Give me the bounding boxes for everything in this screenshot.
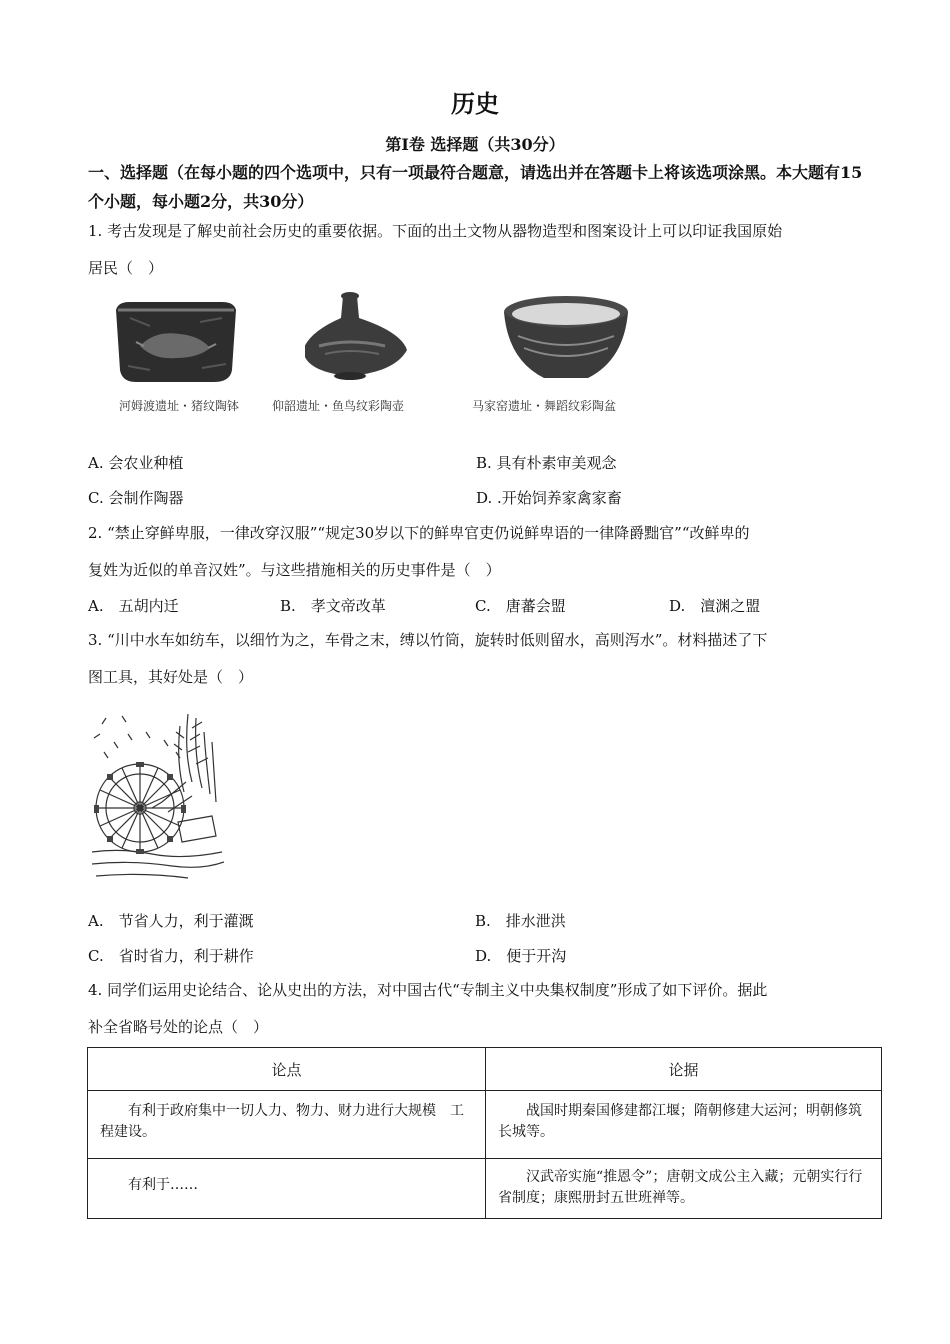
- table-row: [88, 1159, 882, 1219]
- q1-stem-line2: 居民（ ）: [88, 259, 164, 277]
- waterwheel-illustration: [92, 712, 224, 882]
- pottery-pot-fish-bird-image: [305, 288, 415, 386]
- argument-evidence-table: [87, 1047, 882, 1219]
- q1-option-d: D. .开始饲养家禽家畜: [476, 489, 622, 507]
- q1-stem-line1: 1. 考古发现是了解史前社会历史的重要依据。下面的出土文物从器物造型和图案设计上可以印证我国原始: [88, 222, 783, 240]
- table-cell: [88, 1091, 486, 1159]
- q3-option-b: B. 排水泄洪: [475, 912, 566, 930]
- q1-option-c: C. 会制作陶器: [88, 489, 184, 507]
- table-row: [88, 1091, 882, 1159]
- pottery-basin-dance-image: [500, 294, 635, 384]
- q1-caption-1: 河姆渡遗址・猪纹陶钵: [119, 399, 240, 413]
- q4-stem-line1: 4. 同学们运用史论结合、论从史出的方法，对中国古代“专制主义中央集权制度”形成了如下评价。据此: [88, 981, 768, 999]
- table-cell: [88, 1159, 486, 1219]
- section-instructions: 一、选择题（在每小题的四个选项中，只有一项最符合题意，请选出并在答题卡上将该选项涂黑。本大题有15个小题，每小题2分，共30分）: [88, 163, 863, 211]
- q1-option-b: B. 具有朴素审美观念: [476, 454, 617, 472]
- page-title: 历史: [451, 89, 499, 118]
- part-heading: 第Ⅰ卷 选择题（共30分）: [385, 135, 565, 154]
- q2-option-d: D. 澶渊之盟: [669, 597, 761, 615]
- q1-caption-2: 仰韶遗址・鱼鸟纹彩陶壶: [272, 399, 405, 413]
- q2-option-c: C. 唐蕃会盟: [475, 597, 566, 615]
- q3-stem-line2: 图工具，其好处是（ ）: [88, 668, 254, 686]
- row2-evidence: 汉武帝实施“推恩令”；唐朝文成公主入藏；元朝实行行省制度；康熙册封五世班禅等。: [498, 1169, 863, 1206]
- header-argument: 论点: [88, 1048, 486, 1091]
- q4-stem-line2: 补全省略号处的论点（ ）: [88, 1018, 269, 1036]
- row1-evidence: 战国时期秦国修建都江堰；隋朝修建大运河；明朝修筑长城等。: [498, 1103, 862, 1140]
- table-cell: [486, 1159, 882, 1219]
- row2-argument: 有利于……: [128, 1177, 198, 1193]
- q3-option-c: C. 省时省力，利于耕作: [88, 947, 254, 965]
- q3-option-a: A. 节省人力，利于灌溉: [88, 912, 254, 930]
- table-header-row: [88, 1048, 882, 1091]
- table-cell: [486, 1091, 882, 1159]
- pottery-bowl-pig-image: [110, 296, 245, 386]
- q2-option-a: A. 五胡内迁: [88, 597, 179, 615]
- q3-stem-line1: 3. “川中水车如纺车，以细竹为之，车骨之末，缚以竹筒，旋转时低则留水，高则泻水”。材料描述了下: [88, 631, 768, 649]
- q1-option-a: A. 会农业种植: [88, 454, 184, 472]
- q2-stem-line2: 复姓为近似的单音汉姓”。与这些措施相关的历史事件是（ ）: [88, 561, 501, 579]
- q1-caption-3: 马家窑遗址・舞蹈纹彩陶盆: [472, 399, 617, 413]
- row1-argument: 有利于政府集中一切人力、物力、财力进行大规模 工程建设。: [100, 1103, 464, 1140]
- q2-option-b: B. 孝文帝改革: [280, 597, 386, 615]
- q3-option-d: D. 便于开沟: [475, 947, 567, 965]
- q2-stem-line1: 2. “禁止穿鲜卑服，一律改穿汉服”“规定30岁以下的鲜卑官吏仍说鲜卑语的一律降爵黜官”“改鲜卑的: [88, 524, 750, 542]
- header-evidence: 论据: [486, 1048, 882, 1091]
